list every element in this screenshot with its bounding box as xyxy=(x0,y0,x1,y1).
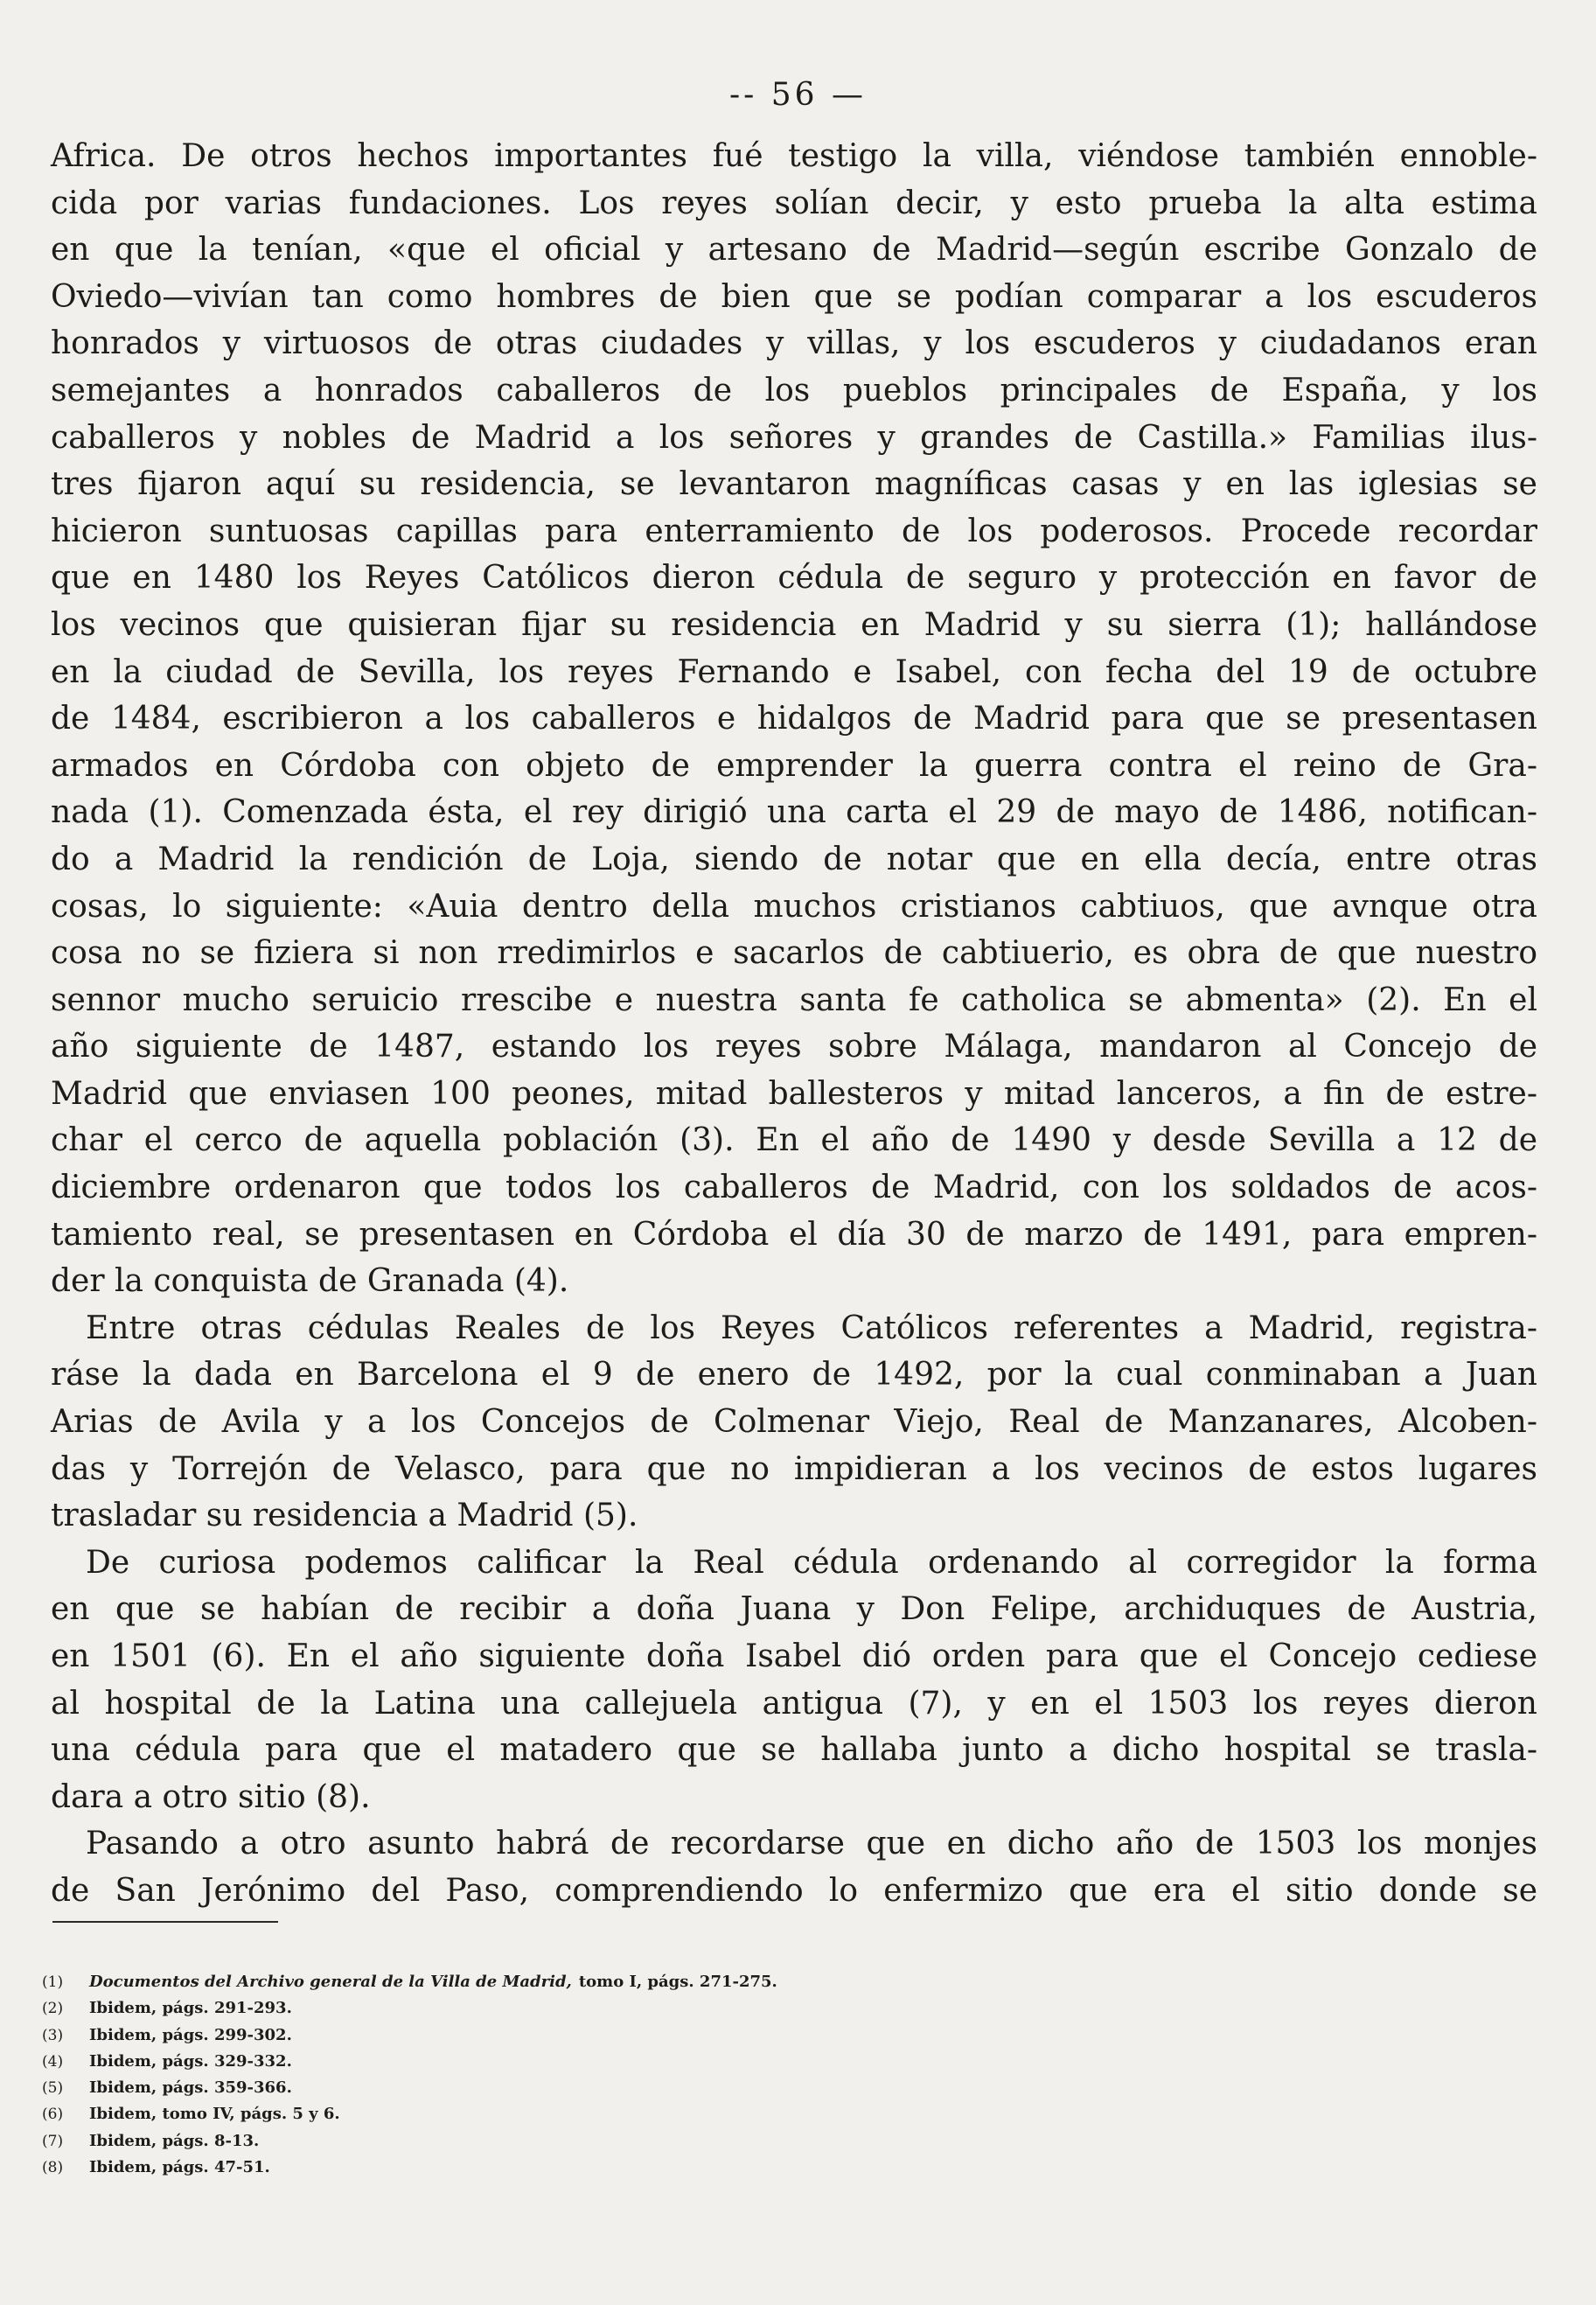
text-line: los vecinos que quisieran fijar su residencia en Madrid y su sierra (1); hallándose xyxy=(51,606,1537,643)
footnote xyxy=(42,2052,1529,2078)
text-line: das y Torrejón de Velasco, para que no impidieran a los vecinos de estos lugares xyxy=(51,1450,1537,1487)
text-line: año siguiente de 1487, estando los reyes sobre Málaga, mandaron al Concejo de xyxy=(51,1029,1537,1065)
text-line: char el cerco de aquella población (3). En el año de 1490 y desde Sevilla a 12 de xyxy=(51,1122,1537,1159)
text-line: diciembre ordenaron que todos los caballeros de Madrid, con los soldados de acos- xyxy=(51,1170,1537,1206)
text-line: honrados y virtuosos de otras ciudades y villas, y los escuderos y ciudadanos eran xyxy=(51,325,1537,362)
footnote xyxy=(42,1973,1529,1999)
text-line: Entre otras cédulas Reales de los Reyes Católicos referentes a Madrid, registra- xyxy=(86,1310,1537,1346)
text-line: armados en Córdoba con objeto de emprender la guerra contra el reino de Gra- xyxy=(51,747,1537,784)
text-line: der la conquista de Granada (4). xyxy=(51,1263,569,1300)
text-line: cosa no se fiziera si non rredimirlos e sacarlos de cabtiuerio, es obra de que nuestro xyxy=(51,935,1537,972)
text-line: cosas, lo siguiente: «Auia dentro della muchos cristianos cabtiuos, que avnque otra xyxy=(51,888,1537,925)
text-line: que en 1480 los Reyes Católicos dieron cédula de seguro y protección en favor de xyxy=(51,560,1537,597)
text-line: Arias de Avila y a los Concejos de Colmenar Viejo, Real de Manzanares, Alcoben- xyxy=(51,1404,1537,1441)
footnote-text: Ibidem, págs. 291-293. xyxy=(89,1999,292,2018)
footnote-number: (8) xyxy=(42,2159,64,2177)
text-line: de 1484, escribieron a los caballeros e hidalgos de Madrid para que se presentasen xyxy=(51,701,1537,737)
text-line: cida por varias fundaciones. Los reyes solían decir, y esto prueba la alta estima xyxy=(51,185,1537,221)
footnote-number: (7) xyxy=(42,2132,64,2150)
text-line: en que se habían de recibir a doña Juana y Don Felipe, archiduques de Austria, xyxy=(51,1591,1537,1628)
text-line: tres fijaron aquí su residencia, se levantaron magníficas casas y en las iglesias se xyxy=(51,466,1537,503)
footnote-number: (1) xyxy=(42,1973,64,1991)
text-line: trasladar su residencia a Madrid (5). xyxy=(51,1498,638,1534)
footnote xyxy=(42,2158,1529,2184)
footnote-text: Ibidem, págs. 329-332. xyxy=(89,2051,292,2071)
text-line: de San Jerónimo del Paso, comprendiendo lo enfermizo que era el sitio donde se xyxy=(51,1872,1537,1909)
footnote-text: Ibidem, tomo IV, págs. 5 y 6. xyxy=(89,2105,340,2124)
text-line: al hospital de la Latina una callejuela antigua (7), y en el 1503 los reyes dieron xyxy=(51,1685,1537,1722)
text-line: una cédula para que el matadero que se hallaba junto a dicho hospital se trasla- xyxy=(51,1732,1537,1769)
footnotes xyxy=(42,1973,1529,2184)
text-line: De curiosa podemos calificar la Real cédula ordenando al corregidor la forma xyxy=(86,1544,1537,1581)
page-number: -- 56 — xyxy=(728,77,868,113)
footnote-text: Ibidem, págs. 8-13. xyxy=(89,2131,260,2150)
footnote-text: Ibidem, págs. 359-366. xyxy=(89,2078,292,2098)
text-line: dara a otro sitio (8). xyxy=(51,1778,371,1815)
footnote-number: (2) xyxy=(42,2000,64,2018)
footnote-text: Ibidem, págs. 47-51. xyxy=(89,2158,270,2177)
footnote xyxy=(42,1999,1529,2025)
footnote-rule xyxy=(52,1921,278,1923)
text-line: en que la tenían, «que el oficial y artesano de Madrid—según escribe Gonzalo de xyxy=(51,232,1537,269)
text-line: Madrid que enviasen 100 peones, mitad ballesteros y mitad lanceros, a fin de estre- xyxy=(51,1075,1537,1112)
footnote-number: (4) xyxy=(42,2052,64,2071)
text-line: hicieron suntuosas capillas para enterramiento de los poderosos. Procede recordar xyxy=(51,513,1537,549)
footnote xyxy=(42,2078,1529,2105)
text-line: tamiento real, se presentasen en Córdoba el día 30 de marzo de 1491, para empren- xyxy=(51,1216,1537,1253)
footnote-number: (6) xyxy=(42,2106,64,2124)
footnote xyxy=(42,2105,1529,2131)
text-line: caballeros y nobles de Madrid a los señores y grandes de Castilla.» Familias ilus- xyxy=(51,419,1537,456)
text-line: semejantes a honrados caballeros de los pueblos principales de España, y los xyxy=(51,372,1537,409)
text-line: en la ciudad de Sevilla, los reyes Fernando e Isabel, con fecha del 19 de octubre xyxy=(51,653,1537,690)
footnote-source-title: Documentos del Archivo general de la Villa de Madrid, xyxy=(89,1973,572,1991)
text-line: ráse la dada en Barcelona el 9 de enero de 1492, por la cual conminaban a Juan xyxy=(51,1357,1537,1393)
text-line: Oviedo—vivían tan como hombres de bien que se podían comparar a los escuderos xyxy=(51,278,1537,315)
footnote xyxy=(42,2132,1529,2158)
text-line: sennor mucho seruicio rrescibe e nuestra santa fe catholica se abmenta» (2). En el xyxy=(51,981,1537,1018)
text-line: Pasando a otro asunto habrá de recordarse que en dicho año de 1503 los monjes xyxy=(86,1826,1537,1862)
text-line: en 1501 (6). En el año siguiente doña Isabel dió orden para que el Concejo cediese xyxy=(51,1638,1537,1674)
footnote xyxy=(42,2026,1529,2052)
text-line: Africa. De otros hechos importantes fué testigo la villa, viéndose también ennoble- xyxy=(51,138,1537,174)
footnote-number: (3) xyxy=(42,2026,64,2044)
footnote-number: (5) xyxy=(42,2079,64,2098)
text-line: do a Madrid la rendición de Loja, siendo de notar que en ella decía, entre otras xyxy=(51,841,1537,877)
body-text xyxy=(51,133,1537,1915)
text-line: nada (1). Comenzada ésta, el rey dirigió una carta el 29 de mayo de 1486, notifican- xyxy=(51,794,1537,831)
footnote-text: Ibidem, págs. 299-302. xyxy=(89,2025,292,2044)
footnote-text: tomo I, págs. 271-275. xyxy=(578,1973,777,1991)
